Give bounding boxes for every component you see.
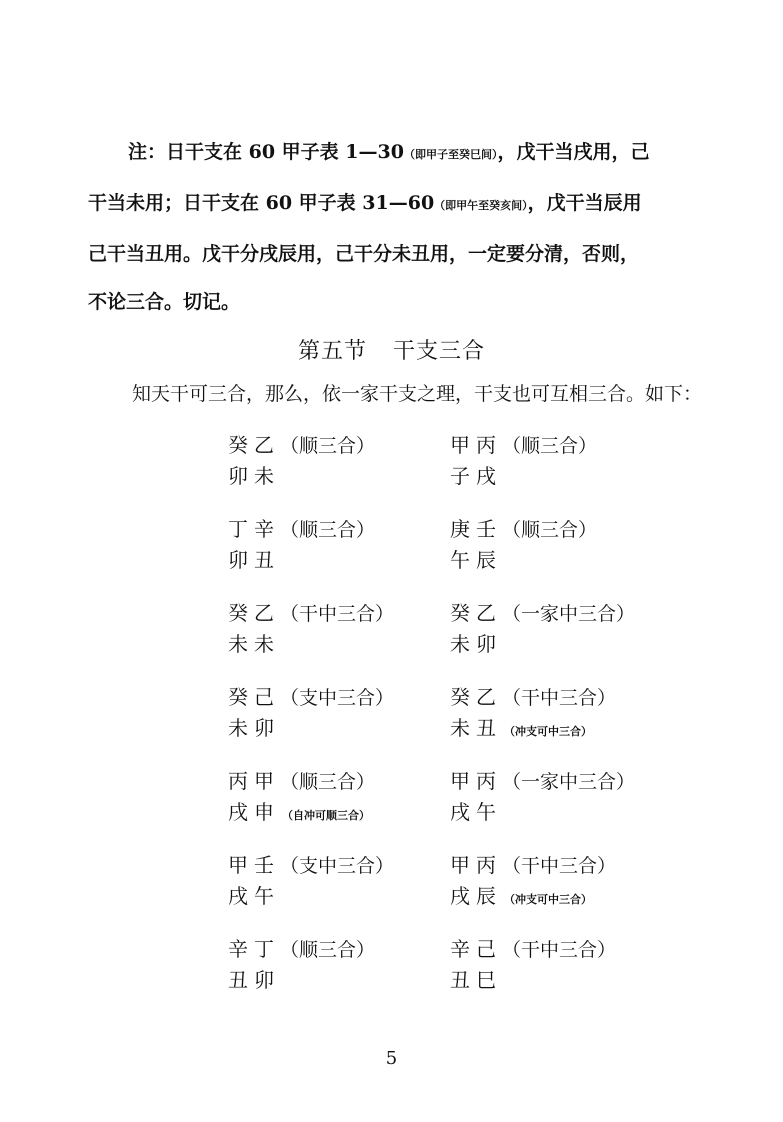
combo-branch-row xyxy=(450,713,616,747)
combo-branch-row xyxy=(228,713,394,743)
combo-stem-row xyxy=(228,766,375,797)
stem-char: 癸 xyxy=(450,685,470,709)
stem-char: 庚 xyxy=(450,517,470,541)
combo-label: （支中三合） xyxy=(280,855,395,877)
branch-char: 辰 xyxy=(476,884,496,908)
combo-note: （冲支可中三合） xyxy=(504,725,592,738)
combo-branch-row xyxy=(450,881,616,915)
combo-branch-row xyxy=(450,461,597,491)
branch-char: 子 xyxy=(450,464,470,488)
stem-char: 己 xyxy=(254,685,274,709)
combo-label: （一家中三合） xyxy=(502,771,636,793)
branch-char: 未 xyxy=(254,632,274,656)
branch-char: 未 xyxy=(450,632,470,656)
branch-char: 戌 xyxy=(228,884,248,908)
combo-branch-row xyxy=(228,965,375,995)
stem-char: 甲 xyxy=(450,853,470,877)
combo-stem-row xyxy=(228,850,394,881)
combo-label: （顺三合） xyxy=(280,939,376,961)
combo-stem-row xyxy=(450,850,616,881)
branch-char: 卯 xyxy=(254,716,274,740)
combo-branch-row xyxy=(450,629,635,659)
note-line-4: 不论三合。切记。 xyxy=(88,291,241,313)
combo-branch-row xyxy=(228,545,375,575)
combo-note: （冲支可中三合） xyxy=(504,893,592,906)
stem-char: 辛 xyxy=(228,937,248,961)
combo-stem-row xyxy=(228,934,375,965)
combo-item xyxy=(450,850,616,915)
branch-char: 卯 xyxy=(254,968,274,992)
stem-char: 乙 xyxy=(254,433,274,457)
combo-label: （顺三合） xyxy=(502,435,598,457)
combo-label: （顺三合） xyxy=(280,435,376,457)
stem-char: 甲 xyxy=(254,769,274,793)
stem-char: 甲 xyxy=(450,433,470,457)
combo-branch-row xyxy=(228,461,375,491)
combo-stem-row xyxy=(450,430,597,461)
section-number: 第五节 xyxy=(297,339,367,364)
stem-char: 癸 xyxy=(228,685,248,709)
branch-char: 卯 xyxy=(228,548,248,572)
section-title: 干支三合 xyxy=(393,339,486,364)
branch-char: 戌 xyxy=(228,800,248,824)
branch-char: 未 xyxy=(450,716,470,740)
combo-stem-row xyxy=(450,766,635,797)
branch-char: 卯 xyxy=(476,632,496,656)
combo-branch-row xyxy=(450,797,635,827)
stem-char: 丙 xyxy=(228,769,248,793)
combo-branch-row xyxy=(228,629,394,659)
combo-label: （顺三合） xyxy=(502,519,598,541)
combo-item xyxy=(450,514,597,575)
combo-label: （干中三合） xyxy=(280,603,395,625)
stem-char: 丁 xyxy=(228,517,248,541)
branch-char: 丑 xyxy=(476,716,496,740)
stem-char: 癸 xyxy=(228,433,248,457)
branch-char: 辰 xyxy=(476,548,496,572)
stem-char: 壬 xyxy=(476,517,496,541)
combo-item xyxy=(228,682,394,743)
branch-char: 未 xyxy=(228,716,248,740)
branch-char: 午 xyxy=(254,884,274,908)
combo-stem-row xyxy=(228,430,375,461)
stem-char: 甲 xyxy=(228,853,248,877)
combo-item xyxy=(450,766,635,827)
stem-char: 壬 xyxy=(254,853,274,877)
combo-stem-row xyxy=(450,514,597,545)
combo-item xyxy=(228,934,375,995)
combo-stem-row xyxy=(450,934,616,965)
stem-char: 癸 xyxy=(228,601,248,625)
combo-note: （自冲可顺三合） xyxy=(282,809,370,822)
branch-char: 未 xyxy=(228,632,248,656)
combo-branch-row xyxy=(228,797,375,831)
stem-char: 乙 xyxy=(476,601,496,625)
stem-char: 丙 xyxy=(476,433,496,457)
branch-char: 戌 xyxy=(450,884,470,908)
combo-item xyxy=(450,430,597,491)
branch-char: 丑 xyxy=(450,968,470,992)
combo-label: （干中三合） xyxy=(502,855,617,877)
branch-char: 巳 xyxy=(476,968,496,992)
stem-char: 辛 xyxy=(450,937,470,961)
note-line-1: 注：日干支在 60 甲子表 1—30（即甲子至癸巳间），戊干当戌用，己 xyxy=(128,141,650,163)
combo-stem-row xyxy=(228,598,394,629)
branch-char: 午 xyxy=(476,800,496,824)
stem-char: 甲 xyxy=(450,769,470,793)
combo-item xyxy=(450,934,616,995)
branch-char: 戌 xyxy=(476,464,496,488)
combo-label: （顺三合） xyxy=(280,771,376,793)
combo-item xyxy=(228,430,375,491)
stem-char: 丙 xyxy=(476,769,496,793)
combo-item xyxy=(228,766,375,831)
combo-label: （干中三合） xyxy=(502,939,617,961)
combo-label: （干中三合） xyxy=(502,687,617,709)
combo-item xyxy=(450,682,616,747)
combo-branch-row xyxy=(450,965,616,995)
stem-char: 丙 xyxy=(476,853,496,877)
combo-branch-row xyxy=(450,545,597,575)
stem-char: 己 xyxy=(476,937,496,961)
note-paragraph xyxy=(88,128,728,326)
page-number: 5 xyxy=(385,1048,398,1069)
combo-stem-row xyxy=(228,514,375,545)
stem-char: 辛 xyxy=(254,517,274,541)
branch-char: 申 xyxy=(254,800,274,824)
stem-char: 乙 xyxy=(476,685,496,709)
combo-branch-row xyxy=(228,881,394,911)
combo-item xyxy=(228,598,394,659)
branch-char: 丑 xyxy=(228,968,248,992)
intro-text: 知天干可三合，那么，依一家干支之理，干支也可互相三合。如下： xyxy=(132,383,703,405)
combo-item xyxy=(228,514,375,575)
combo-item xyxy=(450,598,635,659)
combo-stem-row xyxy=(450,598,635,629)
stem-char: 癸 xyxy=(450,601,470,625)
branch-char: 卯 xyxy=(228,464,248,488)
combo-label: （一家中三合） xyxy=(502,603,636,625)
branch-char: 戌 xyxy=(450,800,470,824)
combo-label: （支中三合） xyxy=(280,687,395,709)
branch-char: 丑 xyxy=(254,548,274,572)
combo-label: （顺三合） xyxy=(280,519,376,541)
combo-item xyxy=(228,850,394,911)
stem-char: 乙 xyxy=(254,601,274,625)
branch-char: 未 xyxy=(254,464,274,488)
combo-stem-row xyxy=(450,682,616,713)
combo-stem-row xyxy=(228,682,394,713)
stem-char: 丁 xyxy=(254,937,274,961)
note-line-3: 己干当丑用。戊干分戌辰用，己干分未丑用，一定要分清，否则， xyxy=(88,243,640,265)
section-heading xyxy=(0,334,783,365)
note-line-2: 干当未用；日干支在 60 甲子表 31—60（即甲午至癸亥间），戊干当辰用 xyxy=(88,192,642,214)
branch-char: 午 xyxy=(450,548,470,572)
